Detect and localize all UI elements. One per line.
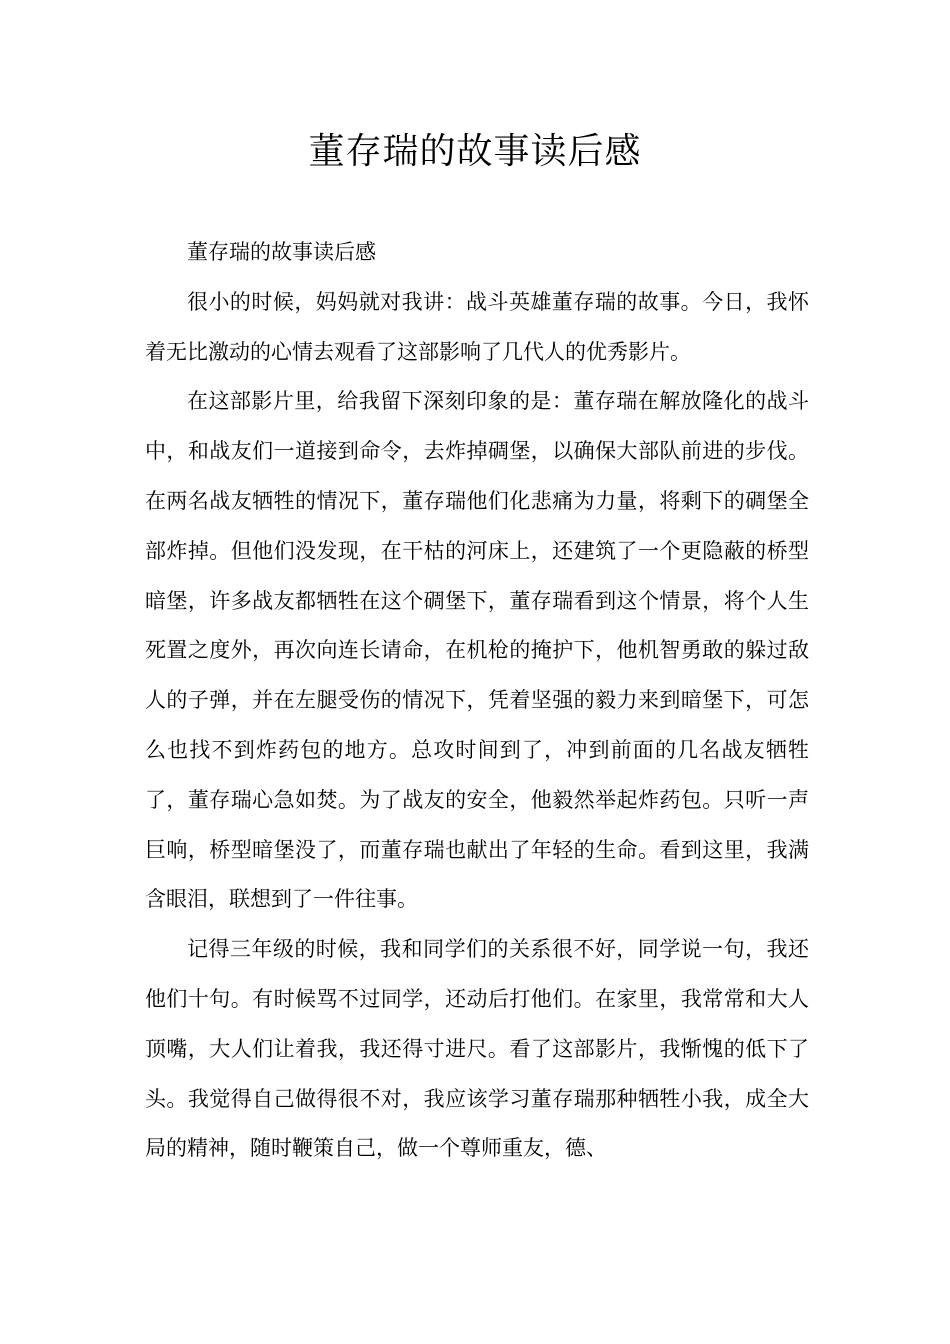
paragraph-reflection: 记得三年级的时候，我和同学们的关系很不好，同学说一句，我还他们十句。有时候骂不过同学，还动后打他们。在家里，我常常和大人顶嘴，大人们让着我，我还得寸进尺。看了这部影片，我惭愧的低下了头。我觉得自己做得很不对，我应该学习董存瑞那种牺牲小我，成全大局的精神，随时鞭策自己，做一个尊师重友，德、: [145, 937, 809, 1161]
document-title: 董存瑞的故事读后感: [308, 131, 642, 172]
paragraph-subtitle: 董存瑞的故事读后感: [187, 240, 376, 264]
document-body: [145, 228, 809, 1174]
paragraph-story: 在这部影片里，给我留下深刻印象的是：董存瑞在解放隆化的战斗中，和战友们一道接到命令，去炸掉碉堡，以确保大部队前进的步伐。在两名战友牺牲的情况下，董存瑞他们化悲痛为力量，将剩下的碉堡全部炸掉。但他们没发现，在干枯的河床上，还建筑了一个更隐蔽的桥型暗堡，许多战友都牺牲在这个碉堡下，董存瑞看到这个情景，将个人生死置之度外，再次向连长请命，在机枪的掩护下，他机智勇敢的躲过敌人的子弹，并在左腿受伤的情况下，凭着坚强的毅力来到暗堡下，可怎么也找不到炸药包的地方。总攻时间到了，冲到前面的几名战友牺牲了，董存瑞心急如焚。为了战友的安全，他毅然举起炸药包。只听一声巨响，桥型暗堡没了，而董存瑞也献出了年轻的生命。看到这里，我满含眼泪，联想到了一件往事。: [145, 389, 809, 912]
paragraph-intro: 很小的时候，妈妈就对我讲：战斗英雄董存瑞的故事。今日，我怀着无比激动的心情去观看了这部影响了几代人的优秀影片。: [145, 289, 809, 364]
